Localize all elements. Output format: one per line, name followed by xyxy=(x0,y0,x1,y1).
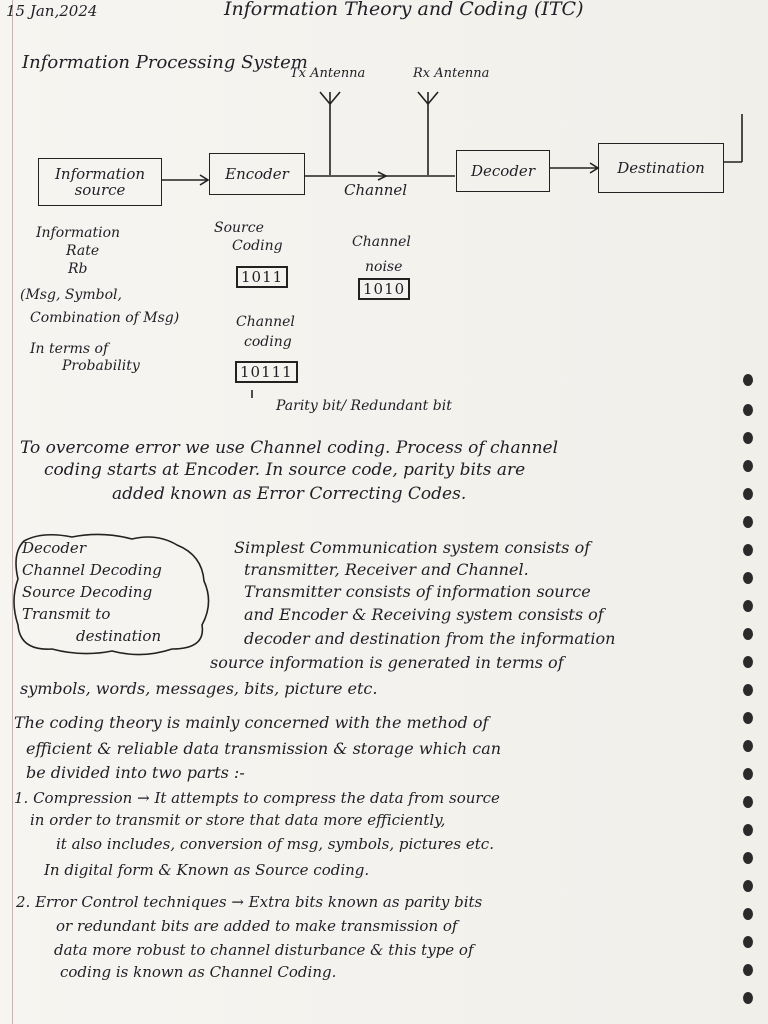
point2-line4: coding is known as Channel Coding. xyxy=(60,963,337,981)
point2-line2: or redundant bits are added to make transmission of xyxy=(56,917,458,935)
information-source-block: Information source xyxy=(38,158,162,206)
point1-line3: it also includes, conversion of msg, symbols, pictures etc. xyxy=(56,835,494,853)
channel-code-value: 10111 xyxy=(235,361,298,383)
point1-line2: in order to transmit or store that data more efficiently, xyxy=(30,811,446,829)
spiral-binding xyxy=(732,0,762,1024)
info-rate-note4: Probability xyxy=(62,358,140,374)
info-rate-note2: Combination of Msg) xyxy=(30,310,180,326)
rx-antenna-label: Rx Antenna xyxy=(413,66,490,81)
para1-line2: coding starts at Encoder. In source code, parity bits are xyxy=(44,460,526,480)
page-title: Information Theory and Coding (ITC) xyxy=(224,0,584,20)
cloud-line4: Transmit to xyxy=(22,605,111,623)
para3-line2: efficient & reliable data transmission & storage which can xyxy=(26,739,502,758)
info-rate-line1: Information xyxy=(36,225,121,241)
cloud-line2: Channel Decoding xyxy=(22,561,162,579)
para2-line4: and Encoder & Receiving system consists of xyxy=(244,605,604,624)
para1-line1: To overcome error we use Channel coding. Process of channel xyxy=(20,438,559,458)
cloud-line5: destination xyxy=(76,627,162,645)
point2-line1: 2. Error Control techniques → Extra bits known as parity bits xyxy=(16,893,483,911)
cloud-line3: Source Decoding xyxy=(22,583,153,601)
point1-line1: 1. Compression → It attempts to compress the data from source xyxy=(14,789,500,807)
section-title: Information Processing System xyxy=(22,52,308,73)
para2-line3: Transmitter consists of information source xyxy=(244,582,591,601)
noise-value: 1010 xyxy=(358,278,410,300)
decoder-block: Decoder xyxy=(456,150,550,192)
channel-label: Channel xyxy=(344,181,408,199)
para2-line2: transmitter, Receiver and Channel. xyxy=(244,560,529,579)
point2-line3: data more robust to channel disturbance & this type of xyxy=(54,941,474,959)
tx-antenna-label: Tx Antenna xyxy=(290,66,366,81)
para3-line1: The coding theory is mainly concerned with the method of xyxy=(14,713,489,732)
point1-line4: In digital form & Known as Source coding. xyxy=(44,861,370,879)
info-rate-note1: (Msg, Symbol, xyxy=(20,287,122,303)
destination-block: Destination xyxy=(598,143,724,193)
para2-line5: decoder and destination from the information xyxy=(244,629,616,648)
para2-line1: Simplest Communication system consists of xyxy=(234,538,591,557)
info-rate-note3: In terms of xyxy=(30,341,109,357)
para2-line6: source information is generated in terms of xyxy=(210,653,564,672)
para1-line3: added known as Error Correcting Codes. xyxy=(112,484,467,504)
channel-coding-line2: coding xyxy=(244,334,292,350)
para3-line3: be divided into two parts :- xyxy=(26,763,245,782)
source-coding-line1: Source xyxy=(214,220,264,236)
info-rate-line3: Rb xyxy=(68,261,88,277)
channel-coding-line1: Channel xyxy=(236,314,295,330)
cloud-line1: Decoder xyxy=(22,539,86,557)
channel-noise-line1: Channel xyxy=(352,234,411,250)
encoder-block: Encoder xyxy=(209,153,305,195)
para2-line7: symbols, words, messages, bits, picture etc. xyxy=(20,679,378,698)
info-rate-line2: Rate xyxy=(66,243,100,259)
source-code-value: 1011 xyxy=(236,266,288,288)
channel-noise-line2: noise xyxy=(365,259,403,275)
parity-note: Parity bit/ Redundant bit xyxy=(276,398,452,414)
source-coding-line2: Coding xyxy=(232,238,283,254)
page-date: 15 Jan,2024 xyxy=(6,2,98,20)
